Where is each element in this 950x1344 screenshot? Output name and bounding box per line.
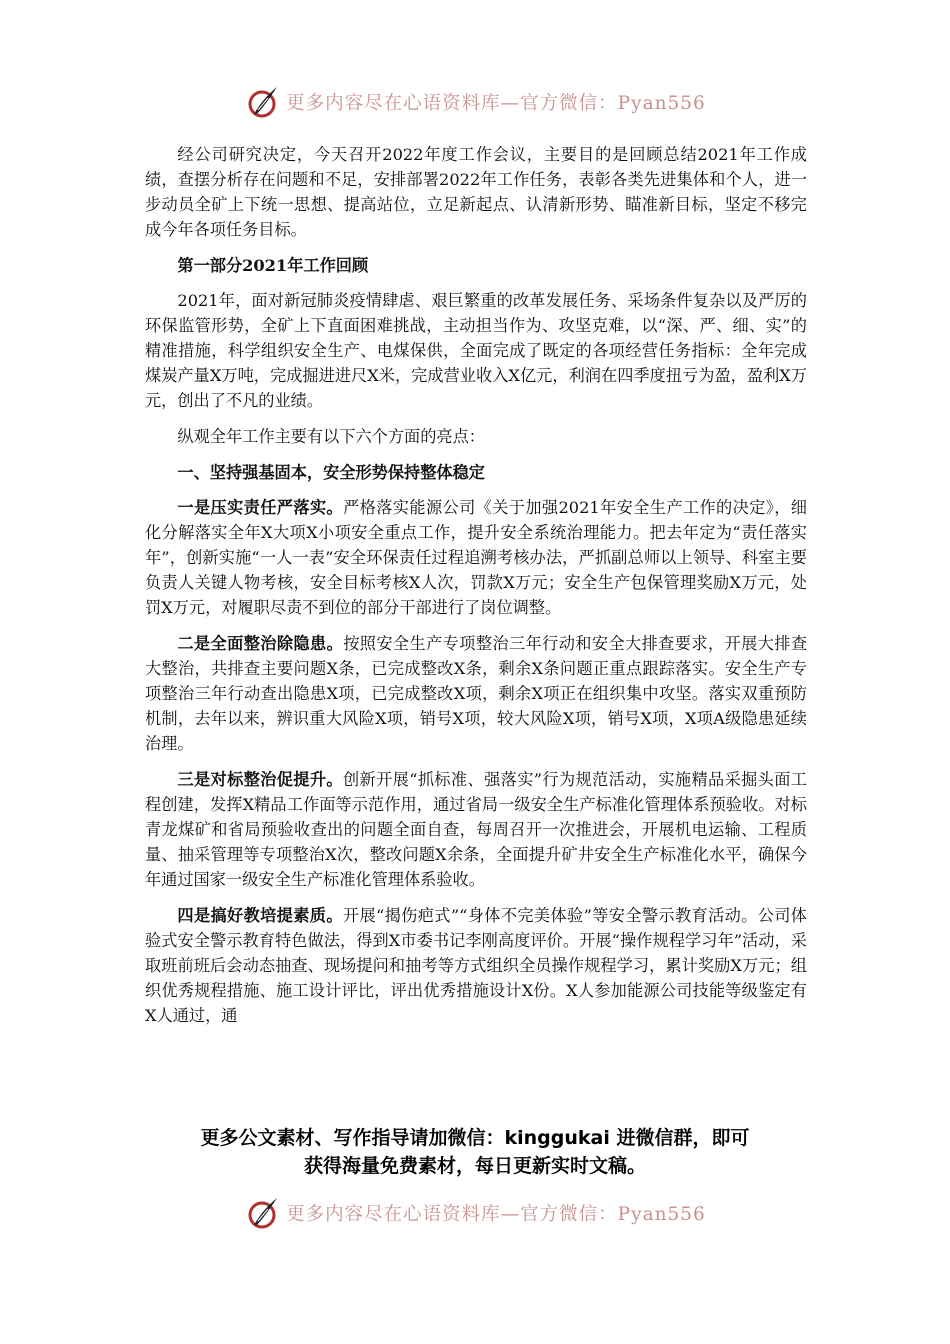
bottom-banner bbox=[0, 1193, 950, 1233]
item-paragraph bbox=[145, 631, 807, 756]
item-paragraph bbox=[145, 767, 807, 892]
promo-line-2: 获得海量免费素材，每日更新实时文稿。 bbox=[303, 1155, 646, 1177]
item-lead: 三是对标整治促提升。 bbox=[177, 770, 343, 789]
item-lead: 二是全面整治除隐患。 bbox=[177, 634, 344, 653]
item-text: 开展“揭伤疤式”“身体不完美体验”等安全警示教育活动。公司体验式安全警示教育特色做法，得到X市委书记李刚高度评价。开展“操作规程学习年”活动，采取班前班后会动态抽查、现场提问和抽考等方式组织全员操作规程学习，累计奖励X万元；组织优秀规程措施、施工设计评比，评出优秀措施设计X份。X人参加能源公司技能等级鉴定有X人通过，通 bbox=[145, 906, 807, 1025]
promo-notice bbox=[120, 1124, 830, 1180]
section1-heading: 一、坚持强基固本，安全形势保持整体稳定 bbox=[177, 463, 485, 482]
item-lead: 一是压实责任严落实。 bbox=[177, 498, 344, 517]
item-lead: 四是搞好教培提素质。 bbox=[177, 906, 343, 925]
intro-paragraph: 经公司研究决定，今天召开2022年度工作会议，主要目的是回顾总结2021年工作成绩，查摆分析存在问题和不足，安排部署2022年工作任务，表彰各类先进集体和个人，进一步动员全矿上下统一思想、提高站位，立足新起点、认清新形势、瞄准新目标，坚定不移完成今年各项任务目标。 bbox=[145, 145, 807, 239]
document-body bbox=[145, 142, 807, 1039]
top-banner bbox=[0, 82, 950, 122]
item-text: 严格落实能源公司《关于加强2021年安全生产工作的决定》，细化分解落实全年X大项X小项安全重点工作，提升安全系统治理能力。把去年定为“责任落实年”，创新实施“一人一表”安全环保责任过程追溯考核办法，严抓副总师以上领导、科室主要负责人关键人物考核，安全目标考核X人次，罚款X万元；安全生产包保管理奖励X万元，处罚X万元，对履职尽责不到位的部分干部进行了岗位调整。 bbox=[145, 498, 807, 617]
item-paragraph bbox=[145, 903, 807, 1028]
banner-text: 更多内容尽在心语资料库—官方微信：Pyan556 bbox=[286, 1204, 706, 1225]
banner-text: 更多内容尽在心语资料库—官方微信：Pyan556 bbox=[286, 93, 706, 114]
six-aspects-paragraph: 纵观全年工作主要有以下六个方面的亮点： bbox=[177, 427, 485, 446]
quill-logo-icon bbox=[244, 84, 280, 120]
item-text: 创新开展“抓标准、强落实”行为规范活动，实施精品采掘头面工程创建，发挥X精品工作面等示范作用，通过省局一级安全生产标准化管理体系预验收。对标青龙煤矿和省局预验收查出的问题全面自查，每周召开一次推进会，开展机电运输、工程质量、抽采管理等专项整治X次，整改问题X余条，全面提升矿井安全生产标准化水平，确保今年通过国家一级安全生产标准化管理体系验收。 bbox=[145, 770, 807, 889]
review-paragraph: 2021年，面对新冠肺炎疫情肆虐、艰巨繁重的改革发展任务、采场条件复杂以及严厉的环保监管形势，全矿上下直面困难挑战，主动担当作为、攻坚克难，以“深、严、细、实”的精准措施，科学组织安全生产、电煤保供，全面完成了既定的各项经营任务指标：全年完成煤炭产量X万吨，完成掘进进尺X米，完成营业收入X亿元，利润在四季度扭亏为盈，盈利X万元，创出了不凡的业绩。 bbox=[145, 291, 807, 410]
item-text: 按照安全生产专项整治三年行动和安全大排查要求，开展大排查大整治，共排查主要问题X条，已完成整改X条，剩余X条问题正重点跟踪落实。安全生产专项整治三年行动查出隐患X项，已完成整改X项，剩余X项正在组织集中攻坚。落实双重预防机制，去年以来，辨识重大风险X项，销号X项，较大风险X项，销号X项，X项A级隐患延续治理。 bbox=[145, 634, 808, 753]
promo-line-1: 更多公文素材、写作指导请加微信：kinggukai 进微信群，即可 bbox=[200, 1127, 750, 1149]
part1-heading: 第一部分2021年工作回顾 bbox=[177, 256, 369, 275]
quill-logo-icon bbox=[244, 1195, 280, 1231]
item-paragraph bbox=[145, 495, 807, 620]
